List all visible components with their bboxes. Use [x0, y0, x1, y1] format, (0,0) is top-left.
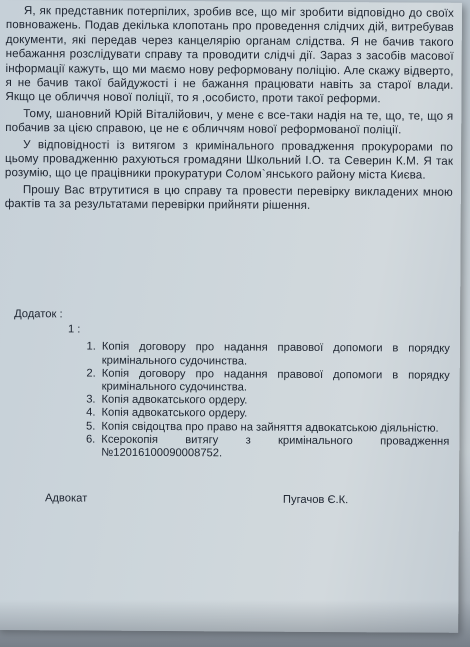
paragraph-1: Я, як представник потерпілих, зробив все, що міг зробити відповідно до своїх повноважень. Подав декілька клопотань про проведення слідчих дій, витребував документи, які передав через канцелярію органам слідства. Я не бачив такого небажання розслідувати справу та проводити слідчі дії. Зараз з засобів масової інформації кажуть, що ми маємо нову реформовану поліцію. Але скажу відверто, я не бачив такої байдужості і не бажання працювати навіть за старої влади. Якщо це обличчя нової поліції, то я ,особисто, проти такої реформи.	[5, 4, 454, 106]
item-number: 5.	[86, 420, 96, 433]
item-text: Копія договору про надання правової допомоги в порядку кримінального судочинства.	[101, 367, 450, 394]
item-number: 1.	[86, 340, 96, 353]
paragraph-3: У відповідності із витягом з кримінального провадження прокурорами по цьому провадженню рахуються громадяни Школьний І.О. та Северин К.М. Я так розумію, що це працівники прокуратури Солом`янського району міста Києва.	[4, 137, 454, 183]
item-text: Копія адвокатського ордеру.	[101, 393, 248, 407]
list-item	[77, 433, 449, 462]
item-number: 2.	[86, 367, 96, 380]
signature-role: Адвокат	[44, 492, 88, 505]
item-text: Копія адвокатського ордеру.	[101, 407, 248, 420]
addendum-list	[9, 340, 450, 462]
addendum-marker: 1 :	[67, 323, 81, 336]
addendum-section	[9, 308, 450, 462]
signature-name: Пугачов Є.К.	[282, 493, 349, 507]
list-item	[78, 341, 450, 370]
addendum-title: Додаток :	[14, 308, 63, 321]
bottom-shadow	[0, 600, 470, 647]
item-text: Копія свідоцтва про право на зайняття адвокатською діяльністю.	[101, 420, 439, 435]
item-number: 6.	[85, 433, 96, 446]
item-text: Ксерокопія витягу з кримінального провадження №12016100090008752.	[101, 433, 450, 460]
item-number: 4.	[86, 406, 96, 420]
list-item	[78, 367, 450, 396]
item-number: 3.	[86, 393, 96, 406]
letter-body	[5, 4, 454, 214]
paragraph-4: Прошу Вас втрутитися в цю справу та провести перевірку викладених мною фактів та за результатами перевірки прийняти рішення.	[4, 183, 453, 213]
paragraph-2: Тому, шановний Юрій Віталійович, у мене є все-таки надія на те, що, те, що я побачив за цією справою, це не є обличчям нової реформованої поліції.	[5, 106, 454, 137]
item-text: Копія договору про надання правової допомоги в порядку кримінального судочинства.	[101, 341, 450, 368]
